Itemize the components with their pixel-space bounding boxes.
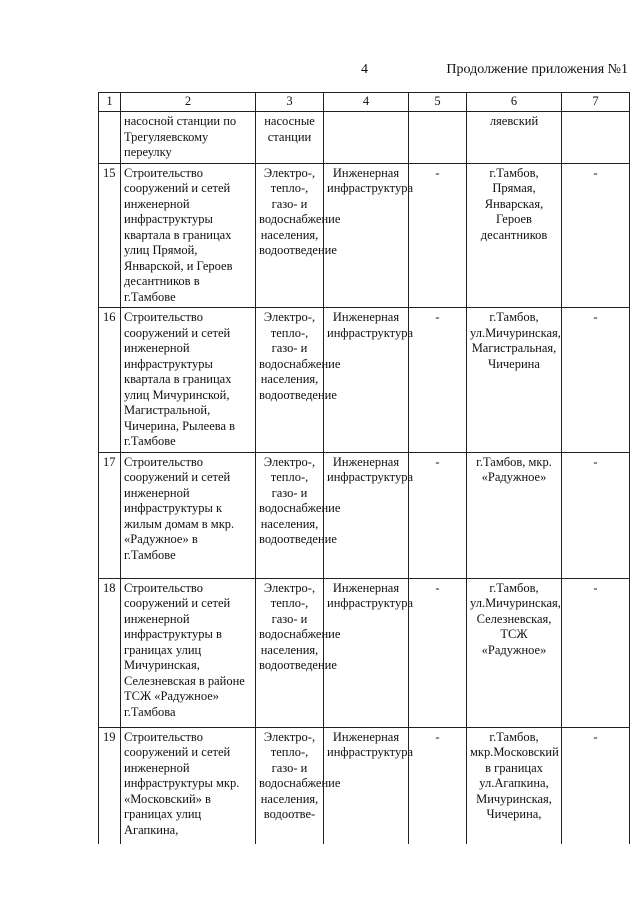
location-cell: г.Тамбов, мкр. «Радужное» [467,452,562,578]
column5-cell: - [409,163,467,308]
object-name-cell: Строительство сооружений и сетей инженерной инфраструктуры квартала в границах улиц Мичуринской, Магистральной, Чичерина, Рылеева в г.Тамбове [121,308,256,453]
column-header: 2 [121,93,256,112]
column-header: 6 [467,93,562,112]
purpose-cell: насосные станции [256,112,324,164]
row-number-cell: 17 [99,452,121,578]
column7-cell: - [562,452,630,578]
type-cell [324,112,409,164]
row-number-cell: 16 [99,308,121,453]
location-cell: г.Тамбов, ул.Мичуринская, Магистральная, Чичерина [467,308,562,453]
table-row [99,308,630,453]
page-number: 4 [361,62,368,77]
location-cell: г.Тамбов, Прямая, Январская, Героев десантников [467,163,562,308]
column5-cell [409,112,467,164]
column5-cell: - [409,727,467,844]
column7-cell: - [562,578,630,727]
column-header: 5 [409,93,467,112]
purpose-cell: Электро-, тепло-, газо- и водоснабжение населения, водоотведение [256,308,324,453]
row-number-cell [99,112,121,164]
column5-cell: - [409,452,467,578]
table-row [99,578,630,727]
column5-cell: - [409,578,467,727]
type-cell: Инженерная инфраструктура [324,308,409,453]
location-cell: ляевский [467,112,562,164]
table-row [99,163,630,308]
column-header: 4 [324,93,409,112]
type-cell: Инженерная инфраструктура [324,163,409,308]
object-name-cell: Строительство сооружений и сетей инженерной инфраструктуры квартала в границах улиц Прямой, Январской, и Героев десантников в г.Тамбове [121,163,256,308]
column-header: 3 [256,93,324,112]
row-number-cell: 18 [99,578,121,727]
purpose-cell: Электро-, тепло-, газо- и водоснабжение населения, водоотведение [256,163,324,308]
object-name-cell: насосной станции по Трегуляевскому переулку [121,112,256,164]
row-number-cell: 19 [99,727,121,844]
column-header: 1 [99,93,121,112]
column7-cell [562,112,630,164]
projects-table [98,92,630,844]
row-number-cell: 15 [99,163,121,308]
purpose-cell: Электро-, тепло-, газо- и водоснабжение населения, водоотведение [256,578,324,727]
column7-cell: - [562,727,630,844]
column7-cell: - [562,163,630,308]
continuation-label: Продолжение приложения №1 [446,62,628,77]
table-row [99,112,630,164]
object-name-cell: Строительство сооружений и сетей инженерной инфраструктуры в границах улиц Мичуринская, Селезневская в районе ТСЖ «Радужное» г.Тамбова [121,578,256,727]
location-cell: г.Тамбов, мкр.Московский в границах ул.Агапкина, Мичуринская, Чичерина, [467,727,562,844]
column7-cell: - [562,308,630,453]
purpose-cell: Электро-, тепло-, газо- и водоснабжение населения, водоотведение [256,452,324,578]
column-header: 7 [562,93,630,112]
table-row [99,727,630,844]
type-cell: Инженерная инфраструктура [324,452,409,578]
object-name-cell: Строительство сооружений и сетей инженерной инфраструктуры к жилым домам в мкр. «Радужное» в г.Тамбове [121,452,256,578]
object-name-cell: Строительство сооружений и сетей инженерной инфраструктуры мкр. «Московский» в границах улиц Агапкина, [121,727,256,844]
table-row [99,452,630,578]
column-number-row [99,93,630,112]
location-cell: г.Тамбов, ул.Мичуринская, Селезневская, ТСЖ «Радужное» [467,578,562,727]
column5-cell: - [409,308,467,453]
purpose-cell: Электро-, тепло-, газо- и водоснабжение населения, водоотве- [256,727,324,844]
type-cell: Инженерная инфраструктура [324,727,409,844]
type-cell: Инженерная инфраструктура [324,578,409,727]
